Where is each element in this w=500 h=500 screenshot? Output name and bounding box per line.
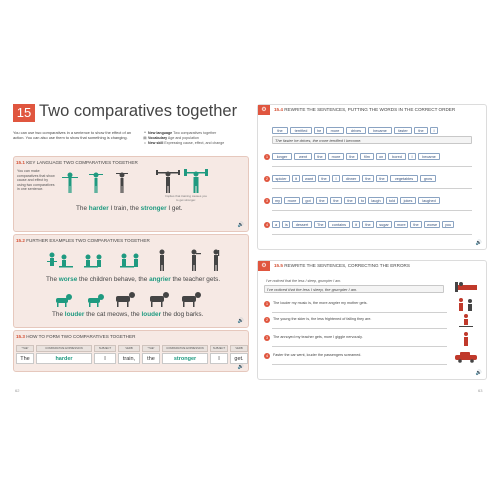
exercise-row [264,221,484,229]
question-number: 1 [266,155,268,159]
teacher-illustration [458,331,474,347]
word-tile[interactable]: more [328,153,344,160]
form-header: VERB [118,345,140,352]
question-number: 3 [266,199,268,203]
word-tile[interactable]: a [272,221,280,228]
word-tile[interactable]: to [358,197,366,204]
word-tile[interactable]: you [442,221,454,228]
word-tile[interactable]: want [302,175,316,182]
example-answer: The faster he drives, the more terrified I become. [272,136,472,144]
word-tile[interactable]: the [376,175,388,182]
word-tile[interactable]: I [408,153,416,160]
word-tile[interactable]: got [302,197,314,204]
word-tile[interactable]: sugar [376,221,392,228]
word-tile[interactable]: on [376,153,386,160]
example-question: I've noticed that the less I sleep, grumpier I am. [266,279,342,283]
form-cell: The [16,353,34,364]
word-tile[interactable]: the [272,127,288,134]
word-tile[interactable]: laugh [368,197,384,204]
answer-line[interactable] [272,323,447,329]
chapter-meta [143,131,249,146]
exercise-heading: 15.5 REWRITE THE SENTENCES, CORRECTING THE ERRORS [274,263,410,268]
word-tile[interactable]: my [272,197,282,204]
word-tile[interactable]: became [368,127,392,134]
word-tile[interactable]: jokes [400,197,416,204]
word-tile[interactable]: worse [424,221,440,228]
answer-line[interactable] [272,161,472,167]
word-tile[interactable]: terrified [290,127,312,134]
word-tile[interactable]: longer [272,153,292,160]
answer-line[interactable] [272,229,472,235]
word-tile[interactable]: the [344,197,356,204]
form-cell: the [142,353,160,364]
answer-line[interactable] [272,341,447,347]
exercise-row [264,175,484,183]
word-tile[interactable]: film [360,153,374,160]
word-tile[interactable]: he [314,127,324,134]
exercise-row [264,197,484,205]
book-icon: ▤ [143,136,147,140]
answer-line[interactable] [272,307,447,313]
word-tile[interactable]: I [430,127,438,134]
word-tile[interactable]: the [316,197,328,204]
right-page [251,104,487,396]
word-tile[interactable]: the [362,221,374,228]
question-number: 4 [266,223,268,227]
page-number-left: 62 [15,388,20,393]
mother-son-illustration [456,297,476,313]
form-header: VERB [230,345,248,352]
form-header: COMPARATIVE EXPRESSION [36,345,92,352]
form-header: "THE" [142,345,160,352]
word-tile[interactable]: the [330,197,342,204]
word-tile[interactable]: contains [328,221,350,228]
word-tile[interactable]: bored [388,153,406,160]
speech-icon: ❝ [144,131,146,135]
how-to-form-panel [13,330,249,372]
audio-icon[interactable]: 🔊 [237,222,244,228]
panel-heading: 15.3 HOW TO FORM TWO COMPARATIVES TOGETHER [16,334,136,339]
bed-illustration [454,279,478,293]
example-sentence-1: The worse the children behave, the angrier the teacher gets. [46,276,221,283]
car-illustration [454,351,478,363]
word-tile[interactable]: told [386,197,398,204]
audio-icon[interactable]: 🔊 [475,240,482,246]
panel-caption: Implies that training causes you to get stronger. [164,194,208,202]
word-tile[interactable]: more [394,221,408,228]
exercise-heading: 15.4 REWRITE THE SENTENCES, PUTTING THE WORDS IN THE CORRECT ORDER [274,107,456,112]
word-tile[interactable]: it [352,221,360,228]
word-tile[interactable]: is [282,221,290,228]
meta-vocabulary: ▤ Vocabulary Age and population [143,136,199,140]
word-tile[interactable]: the [318,175,330,182]
answer-line[interactable] [272,205,472,211]
form-header: SUBJECT [210,345,228,352]
meta-skill: ⌂ New skill Expressing cause, effect, and change [143,141,225,145]
form-cell: stronger [162,353,208,364]
answer-line[interactable] [272,183,472,189]
form-header: "THE" [16,345,34,352]
skier-illustration [458,313,474,329]
example-sentence-2: The louder the cat meows, the louder the dog barks. [52,311,204,318]
correct-errors-exercise: ⚙ 15.5 REWRITE THE SENTENCES, CORRECTING THE ERRORS I've noticed that the less I sleep, grumpier I am. I've noticed that the less I sleep, the grumpier I am. 1 The louder my music is, the more angrier my mother gets. 2 The young the skier is, the less frightened of falling they are. 3 The annoyed my teacher gets, more I giggle nervously. 4 Faster the car went, louder the passengers screamed. 🔊 [257,260,487,380]
form-header: COMPARATIVE EXPRESSION [162,345,208,352]
left-page [13,104,249,396]
word-tile[interactable]: it [292,175,300,182]
word-tile[interactable]: The [314,221,326,228]
key-sentence: The harder I train, the stronger I get. [76,205,183,212]
word-tile[interactable]: the [346,153,358,160]
chapter-number: 15 [13,104,35,122]
word-tile[interactable]: went [294,153,312,160]
word-tile[interactable]: the [314,153,326,160]
word-tile[interactable]: grow [420,175,436,182]
weightlifting-illustration [58,169,238,195]
form-cell: I [210,353,228,364]
audio-icon[interactable]: 🔊 [237,364,244,370]
example-answer: I've noticed that the less I sleep, the grumpier I am. [264,285,444,293]
key-language-panel [13,156,249,232]
word-tile[interactable]: I [332,175,340,182]
word-tile[interactable]: the [362,175,374,182]
panel-heading: 15.2 FURTHER EXAMPLES TWO COMPARATIVES TOGETHER [16,238,150,243]
panel-side-text: You can make comparatives that show cause and effect by using two comparatives in one sentence. [17,169,55,192]
word-tile[interactable]: drives [346,127,366,134]
word-tile[interactable]: dessert [292,221,312,228]
word-tile[interactable]: more [326,127,344,134]
cat-dog-illustration [54,288,214,308]
house-icon: ⌂ [143,141,147,145]
form-cell: get. [230,353,248,364]
classroom-illustration [44,247,224,273]
word-tile[interactable]: vegetables [390,175,418,182]
audio-icon[interactable]: 🔊 [237,318,244,324]
word-tile[interactable]: dinner [342,175,360,182]
reorder-exercise [257,104,487,250]
word-tile[interactable]: the [410,221,422,228]
word-tile[interactable]: faster [394,127,412,134]
intro-text: You can use two comparatives in a sentence to show the effect of an action. You can also use them to show that something is changing. [13,130,132,140]
chapter-title: Two comparatives together [39,102,238,120]
answer-line[interactable] [272,359,447,365]
form-cell: train, [118,353,140,364]
audio-icon[interactable]: 🔊 [475,370,482,376]
meta-language: ❝ New language Two comparatives together [144,131,217,135]
page-number-right: 63 [478,388,483,393]
word-tile[interactable]: became [418,153,440,160]
word-tile[interactable]: the [414,127,428,134]
question-number: 2 [266,177,268,181]
word-tile[interactable]: more [284,197,300,204]
gears-icon: ⚙ [258,105,270,115]
exercise-row [264,153,484,161]
further-examples-panel [13,234,249,328]
form-cell: I [94,353,116,364]
gears-icon: ⚙ [258,261,270,271]
word-tile[interactable]: laughed [418,197,440,204]
exercise-row-example [264,127,484,135]
form-cell: harder [36,353,92,364]
form-header: SUBJECT [94,345,116,352]
panel-heading: 15.1 KEY LANGUAGE TWO COMPARATIVES TOGETHER [16,160,138,165]
word-tile[interactable]: spicier [272,175,290,182]
